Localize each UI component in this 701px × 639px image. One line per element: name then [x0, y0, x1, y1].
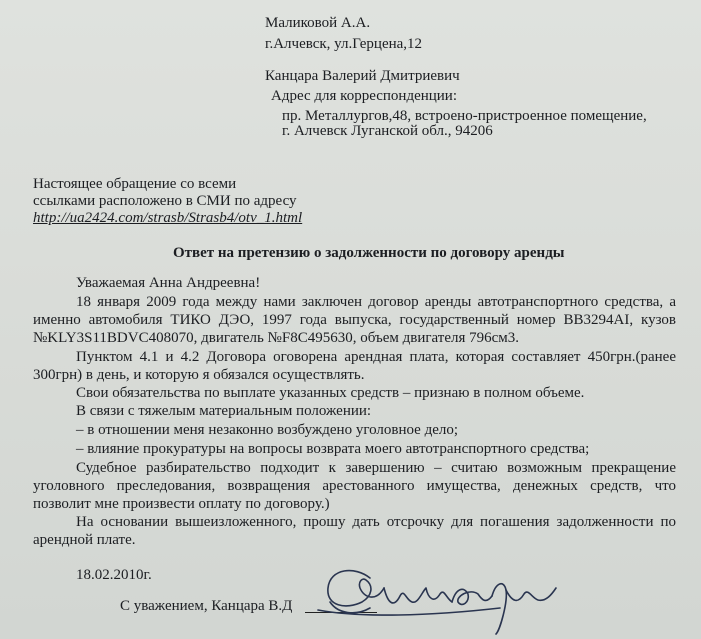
body-p8-line1: На основании вышеизложенного, прошу дать отсрочку для погашения задолженности по: [76, 514, 676, 530]
recipient-name: Маликовой А.А.: [265, 15, 371, 31]
closing-line: С уважением, Канцара В.Д: [120, 598, 293, 614]
body-p4: В связи с тяжелым материальным положении:: [76, 403, 372, 419]
body-p2-line2: 300грн) в день, и которую я обязался осуществлять.: [33, 367, 365, 383]
body-p8-line2: арендной плате.: [33, 532, 136, 548]
body-p7-line3: позволит мне произвести оплату по договору.): [33, 496, 330, 512]
body-p5: – в отношении меня незаконно возбуждено уголовное дело;: [76, 422, 459, 438]
sender-address-label: Адрес для корреспонденции:: [271, 88, 458, 104]
document-date: 18.02.2010г.: [76, 567, 152, 583]
media-note-line1: Настоящее обращение со всеми: [33, 176, 237, 192]
media-link[interactable]: http://ua2424.com/strasb/Strasb4/otv_1.html: [33, 210, 303, 226]
body-p1-line2: именно автомобиля ТИКО ДЭО, 1997 года выпуска, государственный номер ВВ3294АІ, кузов: [33, 312, 676, 328]
body-p1-line3: №KLY3S11BDVC408070, двигатель №F8C495630, объем двигателя 796см3.: [33, 330, 520, 346]
body-p7-line1: Судебное разбирательство подходит к завершению – считаю возможным прекращение: [76, 460, 676, 476]
body-p7-line2: уголовного преследования, возвращения арестованного имущества, денежных средств, что: [33, 478, 676, 494]
sender-name: Канцара Валерий Дмитриевич: [265, 68, 460, 84]
sender-address-line1: пр. Металлургов,48, встроено-пристроенное помещение,: [282, 108, 647, 124]
handwritten-signature-icon: [300, 558, 570, 638]
salutation: Уважаемая Анна Андреевна!: [76, 275, 261, 291]
body-p6: – влияние прокуратуры на вопросы возврата моего автотранспортного средства;: [76, 441, 590, 457]
media-note-line2: ссылками расположено в СМИ по адресу: [33, 193, 297, 209]
body-p2-line1: Пунктом 4.1 и 4.2 Договора оговорена арендная плата, которая составляет 450грн.(ранее: [76, 349, 676, 365]
body-p1-line1: 18 января 2009 года между нами заключен договор аренды автотранспортного средства, а: [76, 294, 676, 310]
document-title: Ответ на претензию о задолженности по договору аренды: [173, 245, 565, 261]
sender-address-line2: г. Алчевск Луганской обл., 94206: [282, 123, 493, 139]
body-p3: Свои обязательства по выплате указанных средств – признаю в полном объеме.: [76, 385, 585, 401]
recipient-address: г.Алчевск, ул.Герцена,12: [265, 36, 423, 52]
